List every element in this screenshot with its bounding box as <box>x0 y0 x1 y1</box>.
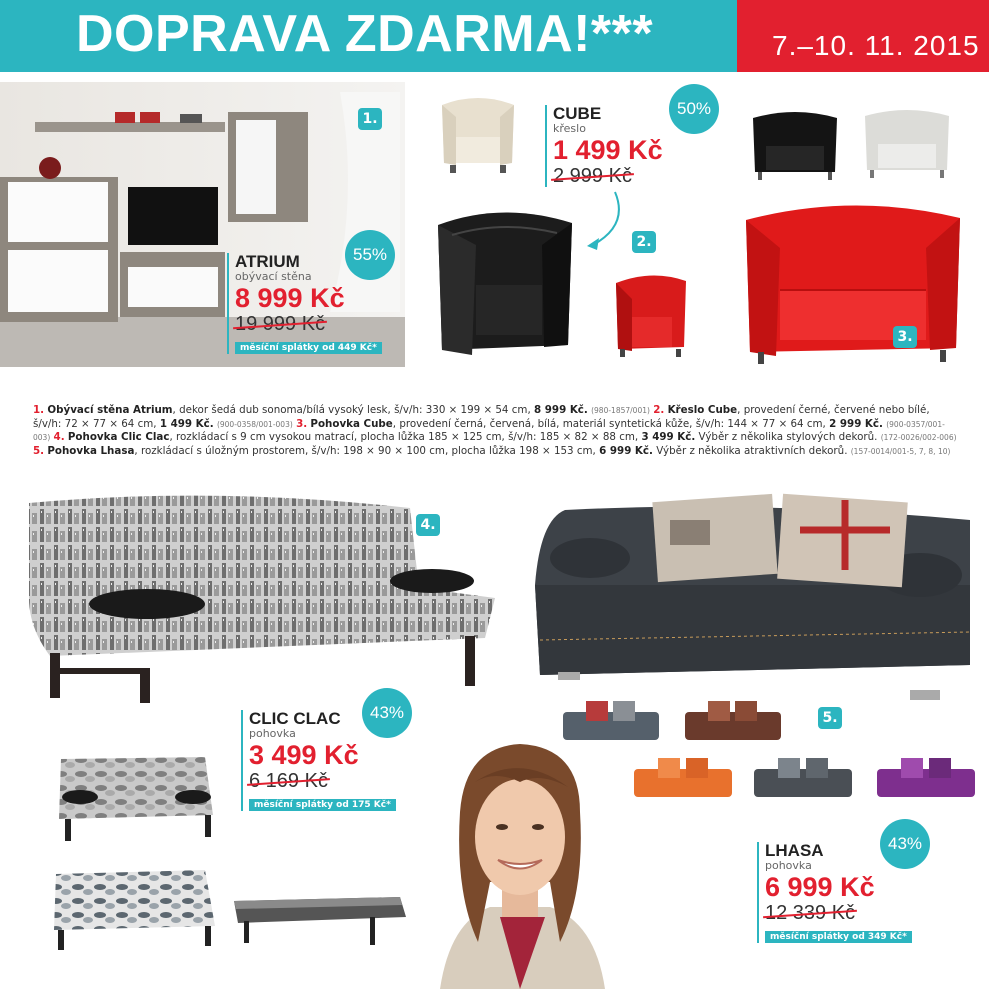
headline: DOPRAVA ZDARMA!*** <box>76 5 654 63</box>
discount-badge: 43% <box>880 819 930 869</box>
cube-armchair-red-photo <box>612 273 690 362</box>
original-price: 2 999 Kč <box>553 165 632 187</box>
cube-sofa-black-photo <box>750 110 840 186</box>
product-name: CLIC CLAC <box>249 709 341 728</box>
installment-label: měsíční splátky od 449 Kč* <box>235 342 382 354</box>
original-price: 19 999 Kč <box>235 313 326 335</box>
product-subtitle: pohovka <box>249 727 296 740</box>
product-number-badge: 1. <box>358 108 382 130</box>
lhasa-variant-photo <box>683 698 783 747</box>
product-subtitle: pohovka <box>765 859 812 872</box>
product-number-badge: 2. <box>632 231 656 253</box>
sale-price: 8 999 Kč <box>235 283 345 313</box>
original-price: 6 169 Kč <box>249 770 328 792</box>
promo-date: 7.–10. 11. 2015 <box>772 30 980 61</box>
lhasa-price-box <box>757 842 912 943</box>
clic-clac-bed-photo <box>230 893 410 955</box>
product-name: ATRIUM <box>235 252 300 271</box>
lhasa-variant-photo <box>875 755 977 805</box>
cube-armchair-black-photo <box>432 205 577 364</box>
clic-clac-variant-photo <box>50 868 220 957</box>
clic-clac-price-box <box>241 710 396 811</box>
cube-sofa-red-photo <box>740 198 965 370</box>
product-name: CUBE <box>553 104 602 123</box>
product-descriptions: 1. Obývací stěna Atrium, dekor šedá dub sonoma/bílá vysoký lesk, š/v/h: 330 × 199 × 54 cm, 8 999 Kč. (980-1857/001) 2. Křeslo Cube, provedení černé, červené nebo bílé, š/v/h: 72 × 77 × 64 cm, 1 499 Kč. (900-0358/001-003) 3. Pohovka Cube, provedení černá, červená, bílá, materiál syntetická kůže, š/v/h: 144 × 77 × 64 cm, 2 999 Kč. (900-0357/001-003) 4. Pohovka Clic Clac, rozkládací s 9 cm vysokou matrací, plocha lůžka 185 × 125 cm, š/v/h: 185 × 82 × 88 cm, 3 499 Kč. Výběr z několika stylových dekorů. (172-0026/002-006) 5. Pohovka Lhasa, rozkládací s úložným prostorem, š/v/h: 198 × 90 × 100 cm, plocha lůžka 198 × 153 cm, 6 999 Kč. Výběr z několika atraktivních dekorů. (157-0014/001-5, 7, 8, 10) <box>33 404 957 457</box>
clic-clac-variant-photo <box>55 755 220 849</box>
original-price: 12 339 Kč <box>765 902 856 924</box>
product-subtitle: křeslo <box>553 122 586 135</box>
lhasa-variant-photo <box>752 755 854 805</box>
lhasa-sofa-photo <box>530 490 980 709</box>
installment-label: měsíční splátky od 349 Kč* <box>765 931 912 943</box>
sale-price: 1 499 Kč <box>553 135 663 165</box>
discount-badge: 43% <box>362 688 412 738</box>
sale-price: 6 999 Kč <box>765 872 875 902</box>
arrow-icon <box>585 190 630 255</box>
product-number-badge: 3. <box>893 326 917 348</box>
model-woman-photo <box>420 742 620 993</box>
lhasa-variant-photo <box>632 755 734 805</box>
atrium-price-box <box>227 253 382 354</box>
lhasa-variant-photo <box>561 698 661 747</box>
cube-price-box <box>545 105 663 187</box>
sale-price: 3 499 Kč <box>249 740 359 770</box>
cube-sofa-white-photo <box>862 108 952 184</box>
discount-badge: 50% <box>669 84 719 134</box>
cube-armchair-cream-photo <box>438 97 518 179</box>
product-number-badge: 5. <box>818 707 842 729</box>
discount-badge: 55% <box>345 230 395 280</box>
product-subtitle: obývací stěna <box>235 270 312 283</box>
installment-label: měsíční splátky od 175 Kč* <box>249 799 396 811</box>
product-name: LHASA <box>765 841 824 860</box>
product-number-badge: 4. <box>416 514 440 536</box>
